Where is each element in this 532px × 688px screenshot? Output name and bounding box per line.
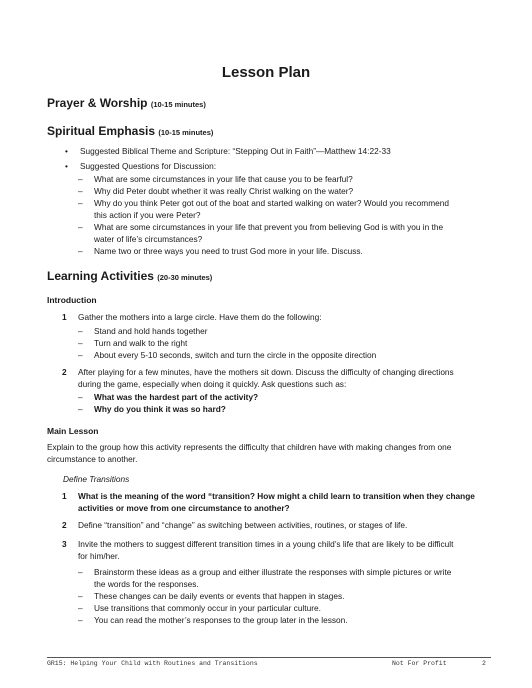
- dash-marker: –: [78, 338, 83, 348]
- dash-marker: –: [78, 222, 83, 232]
- dash-marker: –: [78, 591, 83, 601]
- dash-marker: –: [78, 392, 83, 402]
- prayer-heading-text: Prayer & Worship: [47, 96, 148, 110]
- step-text: After playing for a few minutes, have the mothers sit down. Discuss the difficulty of changing directions: [78, 367, 454, 377]
- prayer-heading: [47, 96, 206, 110]
- dash-marker: –: [78, 404, 83, 414]
- page-title: Lesson Plan: [221, 64, 311, 81]
- step-number: 2: [62, 520, 67, 530]
- step-number: 1: [62, 312, 67, 322]
- define-item-continued: the words for the responses.: [94, 579, 199, 589]
- footer-rule: [47, 657, 491, 658]
- dash-marker: –: [78, 186, 83, 196]
- introduction-heading: Introduction: [47, 295, 97, 305]
- step-item: About every 5-10 seconds, switch and turn the circle in the opposite direction: [94, 350, 377, 360]
- dash-marker: –: [78, 350, 83, 360]
- question-item: Why do you think Peter got out of the boat and started walking on water? Would you recommend: [94, 198, 449, 208]
- define-question-continued: activities or move from one circumstance to another?: [78, 503, 290, 513]
- step-number: 3: [62, 539, 67, 549]
- define-step-text: Define “transition” and “change” as switching between activities, routines, or stages of life.: [78, 520, 408, 530]
- dash-marker: –: [78, 174, 83, 184]
- define-item: You can read the mother’s responses to the group later in the lesson.: [94, 615, 348, 625]
- main-lesson-text-continued: circumstance to another.: [47, 454, 138, 464]
- step-question: What was the hardest part of the activity?: [94, 392, 259, 402]
- learning-heading-text: Learning Activities: [47, 269, 154, 283]
- dash-marker: –: [78, 326, 83, 336]
- step-number: 2: [62, 367, 67, 377]
- define-item: Use transitions that commonly occur in your particular culture.: [94, 603, 321, 613]
- define-transitions-heading: Define Transitions: [63, 474, 130, 484]
- main-lesson-text: Explain to the group how this activity represents the difficulty that children have with making changes from one: [47, 442, 452, 452]
- learning-heading: [47, 269, 212, 283]
- bullet-marker: •: [65, 146, 68, 156]
- step-text-continued: during the game, especially when doing it quickly. Ask questions such as:: [78, 379, 347, 389]
- spiritual-heading: [47, 124, 213, 138]
- learning-duration: (20-30 minutes): [157, 273, 213, 282]
- question-item-continued: this action if you were Peter?: [94, 210, 201, 220]
- questions-bullet: Suggested Questions for Discussion:: [80, 161, 217, 171]
- step-text: Gather the mothers into a large circle. Have them do the following:: [78, 312, 322, 322]
- dash-marker: –: [78, 603, 83, 613]
- define-item: These changes can be daily events or events that happen in stages.: [94, 591, 345, 601]
- define-question: What is the meaning of the word “transition? How might a child learn to transition when they change: [78, 491, 475, 501]
- step-item: Turn and walk to the right: [94, 338, 188, 348]
- question-item: What are some circumstances in your life that cause you to be fearful?: [94, 174, 353, 184]
- define-item: Brainstorm these ideas as a group and either illustrate the responses with simple pictures or write: [94, 567, 452, 577]
- page-number: 2: [482, 660, 486, 667]
- spiritual-duration: (10-15 minutes): [158, 128, 214, 137]
- question-item: What are some circumstances in your life that prevent you from believing God is with you in the: [94, 222, 444, 232]
- dash-marker: –: [78, 246, 83, 256]
- spiritual-heading-text: Spiritual Emphasis: [47, 124, 156, 138]
- define-step-text: Invite the mothers to suggest different transition times in a young child’s life that are likely to be difficult: [78, 539, 454, 549]
- question-item: Why did Peter doubt whether it was really Christ walking on the water?: [94, 186, 354, 196]
- main-lesson-heading: Main Lesson: [47, 426, 99, 436]
- dash-marker: –: [78, 615, 83, 625]
- footer-notice: Not For Profit: [392, 660, 447, 667]
- question-item-continued: water of life’s circumstances?: [94, 234, 203, 244]
- scripture-bullet: Suggested Biblical Theme and Scripture: “Stepping Out in Faith”—Matthew 14:22-33: [80, 146, 391, 156]
- question-item: Name two or three ways you need to trust God more in your life. Discuss.: [94, 246, 363, 256]
- bullet-marker: •: [65, 161, 68, 171]
- dash-marker: –: [78, 198, 83, 208]
- step-number: 1: [62, 491, 67, 501]
- step-item: Stand and hold hands together: [94, 326, 208, 336]
- step-question: Why do you think it was so hard?: [94, 404, 226, 414]
- define-step-text-continued: for him/her.: [78, 551, 120, 561]
- footer-title: GR15: Helping Your Child with Routines and Transitions: [47, 660, 258, 667]
- prayer-duration: (10-15 minutes): [150, 100, 206, 109]
- dash-marker: –: [78, 567, 83, 577]
